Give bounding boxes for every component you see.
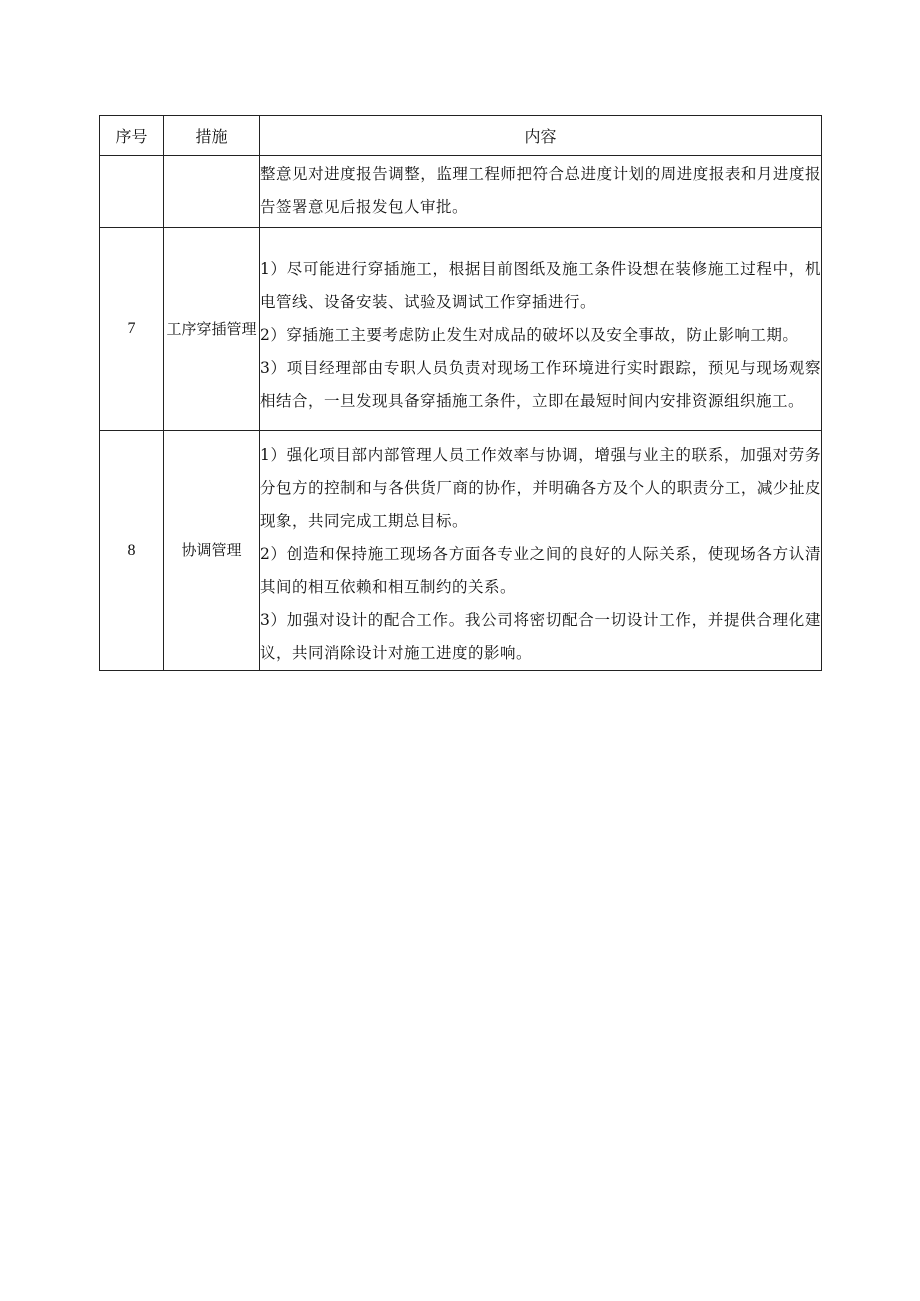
header-measure: 措施 [164,116,260,156]
header-content: 内容 [260,116,822,156]
row-measure [164,156,260,228]
row-content [260,156,822,228]
row-measure: 工序穿插管理 [164,228,260,431]
content-paragraph: 3）项目经理部由专职人员负责对现场工作环境进行实时跟踪，预见与现场观察相结合，一旦发现具备穿插施工条件，立即在最短时间内安排资源组织施工。 [260,359,821,410]
row-serial-number [100,156,164,228]
schedule-measures-table [99,115,822,671]
row-content [260,228,822,431]
row-measure: 协调管理 [164,431,260,671]
row-content [260,431,822,671]
content-paragraph: 2）创造和保持施工现场各方面各专业之间的良好的人际关系，使现场各方认清其间的相互依赖和相互制约的关系。 [260,545,821,596]
header-serial-number: 序号 [100,116,164,156]
table-header-row [100,116,822,156]
table-row-continued [100,156,822,228]
table-row-8 [100,431,822,671]
row-serial-number: 8 [100,431,164,671]
row-serial-number: 7 [100,228,164,431]
table-row-7 [100,228,822,431]
content-paragraph: 3）加强对设计的配合工作。我公司将密切配合一切设计工作，并提供合理化建议，共同消除设计对施工进度的影响。 [260,611,821,662]
content-paragraph: 1）强化项目部内部管理人员工作效率与协调，增强与业主的联系，加强对劳务分包方的控制和与各供货厂商的协作，并明确各方及个人的职责分工，减少扯皮现象，共同完成工期总目标。 [260,446,821,530]
content-paragraph: 2）穿插施工主要考虑防止发生对成品的破坏以及安全事故，防止影响工期。 [260,326,799,344]
content-paragraph: 整意见对进度报告调整，监理工程师把符合总进度计划的周进度报表和月进度报告签署意见后报发包人审批。 [260,165,821,216]
content-paragraph: 1）尽可能进行穿插施工，根据目前图纸及施工条件设想在装修施工过程中，机电管线、设备安装、试验及调试工作穿插进行。 [260,260,821,311]
